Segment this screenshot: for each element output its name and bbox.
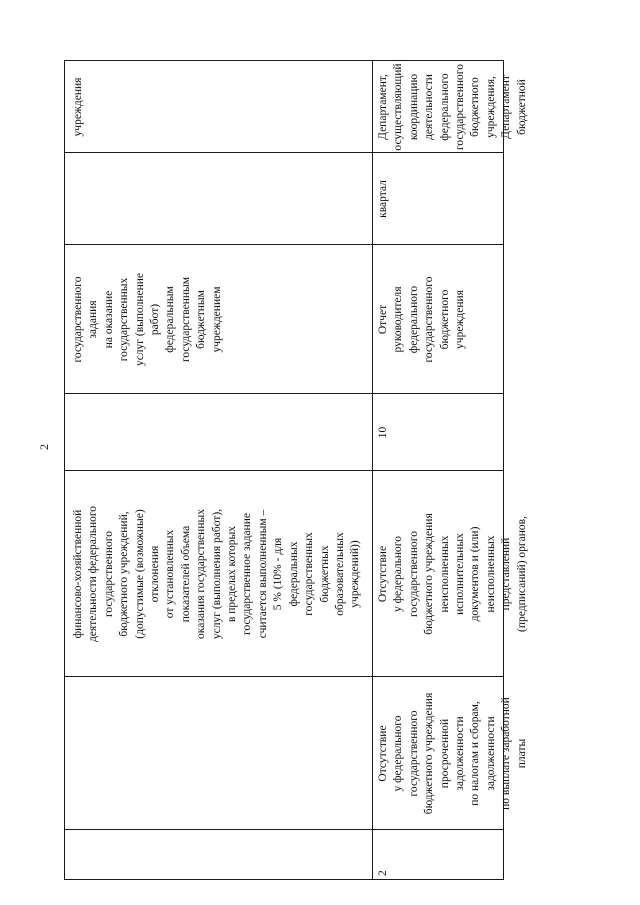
row2-source: Отчет руководителя федерального государственного бюджетного учреждения [377, 276, 467, 363]
row1-responsible-continued: учреждения [72, 77, 84, 137]
row2-number: 2 [377, 870, 389, 876]
page-number: 2 [37, 444, 51, 450]
row2-criterion: Отсутствие у федерального государственного бюджетного учреждения неисполненных исполнительных документов и (или) неисполненных представлений (предписаний) органов, [377, 513, 528, 635]
row1-criterion-continued: финансово-хозяйственной деятельности федерального государственного бюджетного учреждений, (допустимые (возможные) отклонения от установленных показателей объема оказания государственных услуг (выполнения работ), в пределах которых государственное задание считается выполненным – 5 % (10% - для федеральных государственных бюджетных образовательных учреждений)) [72, 505, 362, 643]
row2-indicator: Отсутствие у федерального государственного бюджетного учреждения просроченной задолженности по налогам и сборам, задолженности по выплате заработной платы [377, 692, 528, 815]
row2-period: квартал [377, 180, 389, 218]
row2-points: 10 [377, 426, 389, 439]
rotated-table [64, 60, 528, 880]
row1-source-continued: государственного задания на оказание государственных услуг (выполнение работ) федеральным государственным бюджетным учреждением [72, 272, 223, 367]
row2-responsible: Департамент, осуществляющий координацию деятельности федерального государственного бюджетного учреждения, Департамент бюджетной [377, 63, 528, 151]
